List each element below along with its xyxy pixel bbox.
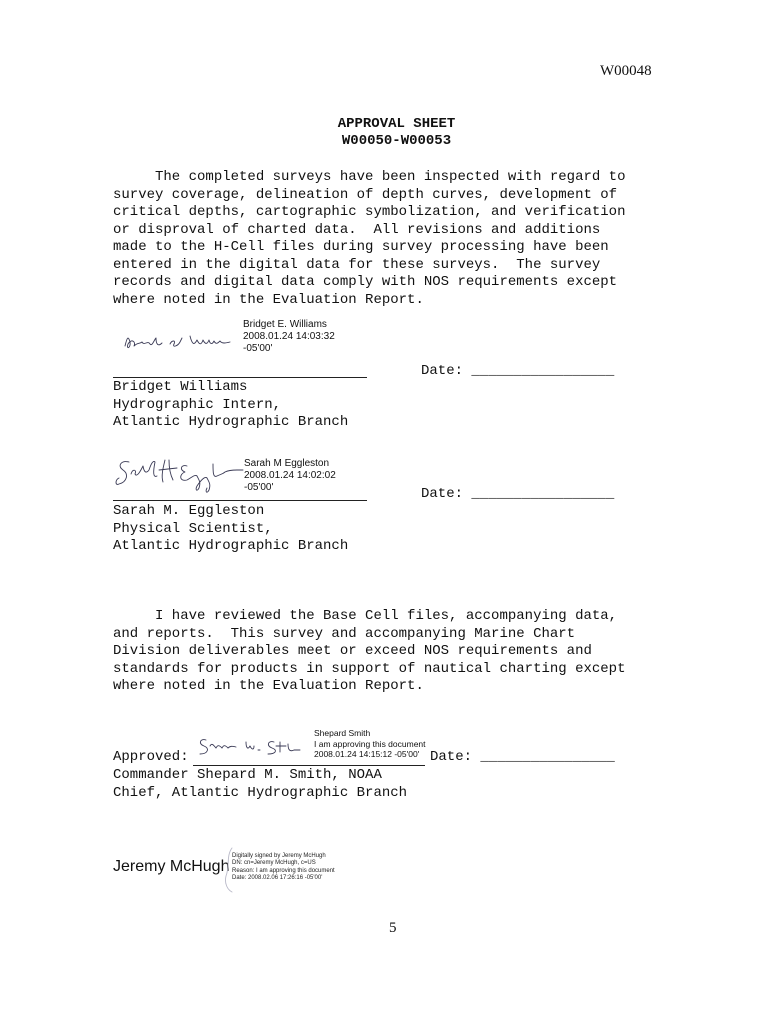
date-field-approval: Date: ________________	[430, 749, 615, 765]
paragraph-line: where noted in the Evaluation Report.	[113, 678, 424, 694]
paragraph-line: critical depths, cartographic symbolization, and verification	[113, 204, 626, 220]
stamp-line: Bridget E. Williams	[243, 319, 327, 330]
date-field-1: Date: _________________	[421, 363, 615, 379]
paragraph-line: The completed surveys have been inspected with regard to	[113, 169, 626, 185]
signature-line-1	[113, 377, 367, 378]
paragraph-line: or disproval of charted data. All revisions and additions	[113, 221, 601, 238]
paragraph-line: made to the H-Cell files during survey processing have been	[113, 239, 609, 255]
digital-signature-line: DN: cn=Jeremy McHugh, c=US	[232, 860, 316, 867]
approver-block	[113, 767, 407, 802]
signatory-title: Hydrographic Intern,	[113, 396, 282, 413]
signature-stamp-2	[244, 458, 336, 494]
signatory-name: Bridget Williams	[113, 379, 248, 395]
signatory-org: Atlantic Hydrographic Branch	[113, 414, 349, 430]
signature-line-approval	[193, 765, 425, 766]
signature-stamp-1	[243, 319, 335, 355]
paragraph-line: survey coverage, delineation of depth curves, development of	[113, 186, 618, 203]
page-number: 5	[389, 920, 397, 936]
paragraph-line: records and digital data comply with NOS requirements except	[113, 274, 618, 290]
stamp-line: Sarah M Eggleston	[244, 458, 330, 469]
approved-label: Approved:	[113, 749, 189, 765]
signature-stamp-approval	[314, 728, 426, 760]
page-subtitle: W00050-W00053	[341, 133, 452, 149]
signatory-org: Atlantic Hydrographic Branch	[113, 538, 349, 554]
approver-title: Chief, Atlantic Hydrographic Branch	[113, 784, 408, 801]
digital-signature-line: Reason: I am approving this document	[232, 867, 335, 874]
paragraph-line: entered in the digital data for these surveys. The survey	[113, 256, 601, 273]
paragraph-inspection	[113, 169, 625, 309]
page-title: APPROVAL SHEET	[337, 116, 456, 132]
signatory-block-1	[113, 379, 348, 432]
paragraph-line: Division deliverables meet or exceed NOS requirements and	[113, 643, 592, 659]
stamp-line: -05'00'	[243, 343, 273, 354]
digital-signer-name: Jeremy McHugh	[113, 858, 230, 875]
signature-sarah-eggleston	[113, 452, 243, 494]
stamp-line: 2008.01.24 14:02:02	[244, 470, 336, 481]
digital-signature-details	[232, 853, 335, 883]
digital-signature-line: Date: 2008.02.06 17:26:16 -05'00'	[232, 875, 323, 882]
stamp-line: 2008.01.24 14:03:32	[243, 331, 335, 342]
signatory-title: Physical Scientist,	[113, 520, 273, 537]
stamp-line: I am approving this document	[314, 738, 426, 749]
signature-bridget-williams	[122, 330, 234, 354]
stamp-line: -05'00'	[244, 482, 274, 493]
signature-line-2	[113, 500, 367, 501]
signature-shepard-smith	[198, 734, 302, 758]
stamp-line: 2008.01.24 14:15:12 -05'00'	[314, 749, 420, 759]
document-id: W00048	[600, 63, 652, 79]
paragraph-review	[113, 608, 625, 696]
paragraph-line: where noted in the Evaluation Report.	[113, 291, 424, 308]
signatory-block-2	[113, 503, 348, 556]
paragraph-line: I have reviewed the Base Cell files, accompanying data,	[113, 608, 618, 624]
signatory-name: Sarah M. Eggleston	[113, 503, 265, 519]
date-field-2: Date: _________________	[421, 486, 615, 502]
approver-name: Commander Shepard M. Smith, NOAA	[113, 767, 382, 783]
paragraph-line: and reports. This survey and accompanying Marine Chart	[113, 625, 576, 642]
stamp-line: Shepard Smith	[314, 728, 371, 738]
paragraph-line: standards for products in support of nautical charting except	[113, 660, 626, 677]
digital-signature-line: Digitally signed by Jeremy McHugh	[232, 853, 326, 859]
